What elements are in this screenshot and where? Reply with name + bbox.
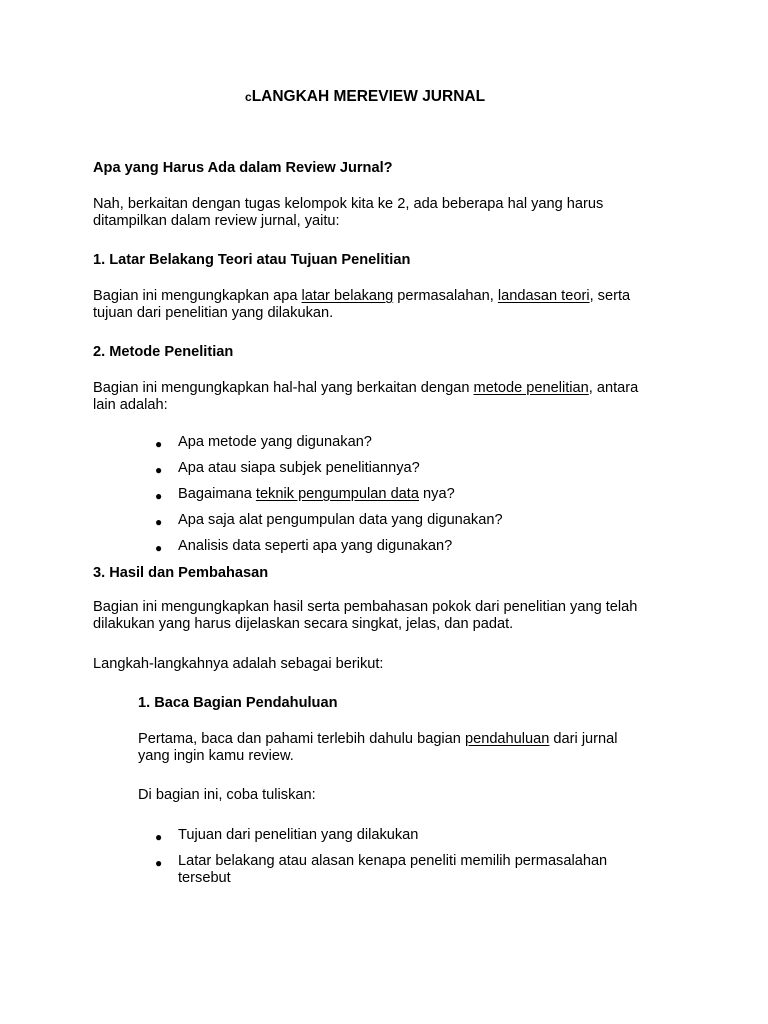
metode-penelitian-link[interactable]: metode penelitian [473, 380, 589, 396]
text: , antara [588, 380, 639, 396]
intro-line-2: ditampilkan dalam review jurnal, yaitu: [93, 213, 340, 229]
bullet-icon: ● [155, 541, 163, 555]
bullet-icon: ● [155, 515, 163, 529]
bullet-icon: ● [155, 463, 163, 477]
latar-belakang-link[interactable]: latar belakang [301, 288, 394, 304]
text: Bagian ini mengungkapkan apa [93, 288, 302, 304]
list-item: Analisis data seperti apa yang digunakan? [178, 538, 453, 554]
section-1-heading: 1. Latar Belakang Teori atau Tujuan Penelitian [93, 252, 411, 268]
title-text: LANGKAH MEREVIEW JURNAL [251, 88, 486, 105]
list-item: Tujuan dari penelitian yang dilakukan [178, 827, 419, 843]
step-1-line-1 [138, 731, 618, 748]
text: nya? [418, 486, 455, 502]
title-prefix: c [245, 90, 252, 104]
section-3-line-2: dilakukan yang harus dijelaskan secara singkat, jelas, dan padat. [93, 616, 514, 632]
question-heading: Apa yang Harus Ada dalam Review Jurnal? [93, 160, 393, 176]
list-item: Apa atau siapa subjek penelitiannya? [178, 460, 420, 476]
bullet-icon: ● [155, 856, 163, 870]
section-2-heading: 2. Metode Penelitian [93, 344, 234, 360]
text: dari jurnal [549, 731, 618, 747]
intro-line-1: Nah, berkaitan dengan tugas kelompok kita ke 2, ada beberapa hal yang harus [93, 196, 604, 212]
text: , serta [589, 288, 631, 304]
section-1-line-1 [93, 288, 630, 305]
section-3-line-1: Bagian ini mengungkapkan hasil serta pembahasan pokok dari penelitian yang telah [93, 599, 638, 615]
bullet-icon: ● [155, 489, 163, 503]
list-item-continuation: tersebut [178, 870, 231, 886]
step-1-line-2: yang ingin kamu review. [138, 748, 294, 764]
bullet-icon: ● [155, 437, 163, 451]
section-1-line-2: tujuan dari penelitian yang dilakukan. [93, 305, 334, 321]
section-2-line-2: lain adalah: [93, 397, 168, 413]
section-3-heading: 3. Hasil dan Pembahasan [93, 565, 269, 581]
section-2-line-1 [93, 380, 638, 397]
text: Pertama, baca dan pahami terlebih dahulu bagian [138, 731, 465, 747]
step-1-paragraph-2: Di bagian ini, coba tuliskan: [138, 787, 316, 803]
document-title [245, 88, 485, 106]
text: permasalahan, [393, 288, 498, 304]
bullet-icon: ● [155, 830, 163, 844]
list-item: Apa saja alat pengumpulan data yang digunakan? [178, 512, 503, 528]
list-item: Apa metode yang digunakan? [178, 434, 372, 450]
teknik-pengumpulan-data-link[interactable]: teknik pengumpulan data [255, 486, 419, 502]
pendahuluan-link[interactable]: pendahuluan [464, 731, 550, 747]
text: Bagian ini mengungkapkan hal-hal yang berkaitan dengan [93, 380, 474, 396]
step-1-heading: 1. Baca Bagian Pendahuluan [138, 695, 338, 711]
steps-intro: Langkah-langkahnya adalah sebagai berikut: [93, 656, 384, 672]
text: Bagaimana [178, 486, 256, 502]
list-item [178, 486, 455, 503]
list-item: Latar belakang atau alasan kenapa peneliti memilih permasalahan [178, 853, 608, 869]
landasan-teori-link[interactable]: landasan teori [497, 288, 590, 304]
